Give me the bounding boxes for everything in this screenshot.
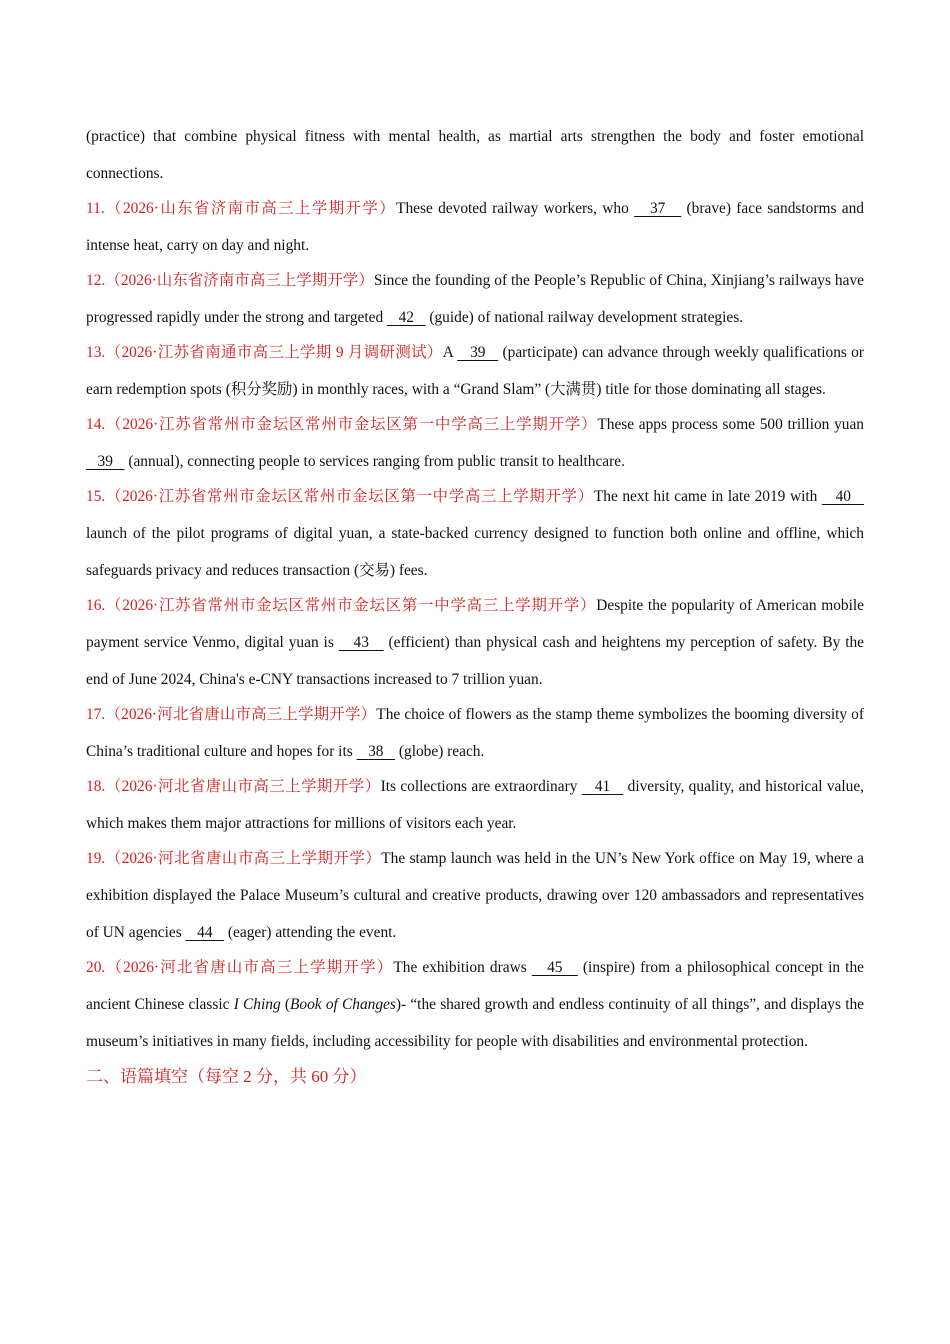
question-source: （2026·江苏省南通市高三上学期 9 月调研测试） [105, 344, 443, 361]
book-title-i-ching: I Ching [233, 996, 281, 1013]
question-text-after: (participate) can advance through weekly qualifications or earn redemption spots (积分奖励) in monthly races, with a “Grand Slam” (大满贯) title for those dominating all stages. [86, 344, 864, 398]
question-list [86, 118, 864, 1095]
question-source: （2026·江苏省常州市金坛区常州市金坛区第一中学高三上学期开学） [105, 597, 597, 614]
question-item [86, 840, 864, 951]
question-text-after: (guide) of national railway development strategies. [425, 309, 744, 326]
book-title-book-of-changes: Book of Changes [290, 996, 396, 1013]
question-number: 11. [86, 200, 105, 217]
question-text-mid: (inspire) from a philosophical concept in the ancient Chinese classic [86, 959, 864, 1013]
intro-text: (practice) that combine physical fitness with mental health, as martial arts strengthen the body and foster emotional connections. [86, 128, 864, 182]
answer-blank: 44 [197, 924, 213, 941]
question-text-before: The exhibition draws [393, 959, 532, 976]
answer-blank: 40 [835, 488, 851, 505]
answer-blank: 45 [547, 959, 563, 976]
answer-blank: 42 [398, 309, 414, 326]
answer-blank: 39 [470, 344, 486, 361]
question-text-before: These apps process some 500 trillion yuan [597, 416, 864, 433]
questions-container [86, 190, 864, 951]
question-text-before: The choice of flowers as the stamp theme symbolizes the booming diversity of China’s traditional culture and hopes for its [86, 706, 864, 760]
question-text-before: Despite the popularity of American mobile payment service Venmo, digital yuan is [86, 597, 864, 651]
answer-blank: 41 [594, 778, 611, 795]
question-number: 12. [86, 272, 106, 289]
answer-blank: 37 [649, 200, 666, 217]
question-text-after: diversity, quality, and historical value, which makes them major attractions for millions of visitors each year. [86, 778, 864, 832]
question-text-after: )- “the shared growth and endless continuity of all things”, and displays the museum’s initiatives in many fields, including accessibility for people with disabilities and environmental protection. [86, 996, 864, 1050]
question-text-before: The next hit came in late 2019 with [593, 488, 822, 505]
question-text-after: (eager) attending the event. [224, 924, 397, 941]
question-source: （2026·河北省唐山市高三上学期开学） [105, 778, 381, 795]
question-text-after: (annual), connecting people to services ranging from public transit to healthcare. [124, 453, 625, 470]
question-source: （2026·河北省唐山市高三上学期开学） [105, 706, 377, 723]
intro-continuation [86, 118, 864, 192]
question-text-before: Its collections are extraordinary [380, 778, 582, 795]
answer-blank: 43 [353, 634, 369, 651]
question-20: 20.（2026·河北省唐山市高三上学期开学）The exhibition draws 45 (inspire) from a philosophical concept in the ancient Chinese classic I Ching (Book of Changes)- “the shared growth and endless continuity of all things”, and displays the museum’s initiatives in many fields, including accessibility for people with disabilities and environmental protection. [86, 959, 864, 1050]
question-source: （2026·山东省济南市高三上学期开学） [105, 272, 374, 289]
question-item [86, 768, 864, 842]
question-item [86, 334, 864, 408]
answer-blank: 39 [97, 453, 113, 470]
question-source: （2026·江苏省常州市金坛区常州市金坛区第一中学高三上学期开学） [105, 416, 598, 433]
question-number: 17. [86, 706, 106, 723]
question-item [86, 696, 864, 770]
question-source: （2026·河北省唐山市高三上学期开学） [105, 959, 394, 976]
question-number: 14. [86, 416, 106, 433]
question-text-after: launch of the pilot programs of digital yuan, a state-backed currency designed to function both online and offline, which safeguards privacy and reduces transaction (交易) fees. [86, 525, 864, 579]
question-number: 19. [86, 850, 106, 867]
question-text-after: (globe) reach. [395, 743, 485, 760]
question-text-before: The stamp launch was held in the UN’s New York office on May 19, where a exhibition displayed the Palace Museum’s cultural and creative products, drawing over 120 ambassadors and representatives of UN agencies [86, 850, 864, 941]
question-source: （2026·山东省济南市高三上学期开学） [104, 200, 397, 217]
question-source: （2026·江苏省常州市金坛区常州市金坛区第一中学高三上学期开学） [105, 488, 594, 505]
question-number: 18. [86, 778, 106, 795]
question-number: 20. [86, 959, 106, 976]
question-item [86, 587, 864, 698]
question-text-before: These devoted railway workers, who [396, 200, 635, 217]
question-number: 15. [86, 488, 106, 505]
question-text-before: Since the founding of the People’s Republic of China, Xinjiang’s railways have progressed rapidly under the strong and targeted [86, 272, 864, 326]
question-item [86, 262, 864, 336]
answer-blank: 38 [368, 743, 384, 760]
question-text-after: (efficient) than physical cash and heightens my perception of safety. By the end of June 2024, China's e-CNY transactions increased to 7 trillion yuan. [86, 634, 864, 688]
question-item [86, 190, 864, 264]
question-number: 16. [86, 597, 106, 614]
section-heading: 二、语篇填空（每空 2 分，共 60 分） [86, 1067, 367, 1086]
question-source: （2026·河北省唐山市高三上学期开学） [105, 850, 382, 867]
question-text-before: A [442, 344, 458, 361]
question-text-after: (brave) face sandstorms and intense heat, carry on day and night. [86, 200, 864, 254]
question-item [86, 478, 864, 589]
question-number: 13. [86, 344, 106, 361]
question-item [86, 406, 864, 480]
